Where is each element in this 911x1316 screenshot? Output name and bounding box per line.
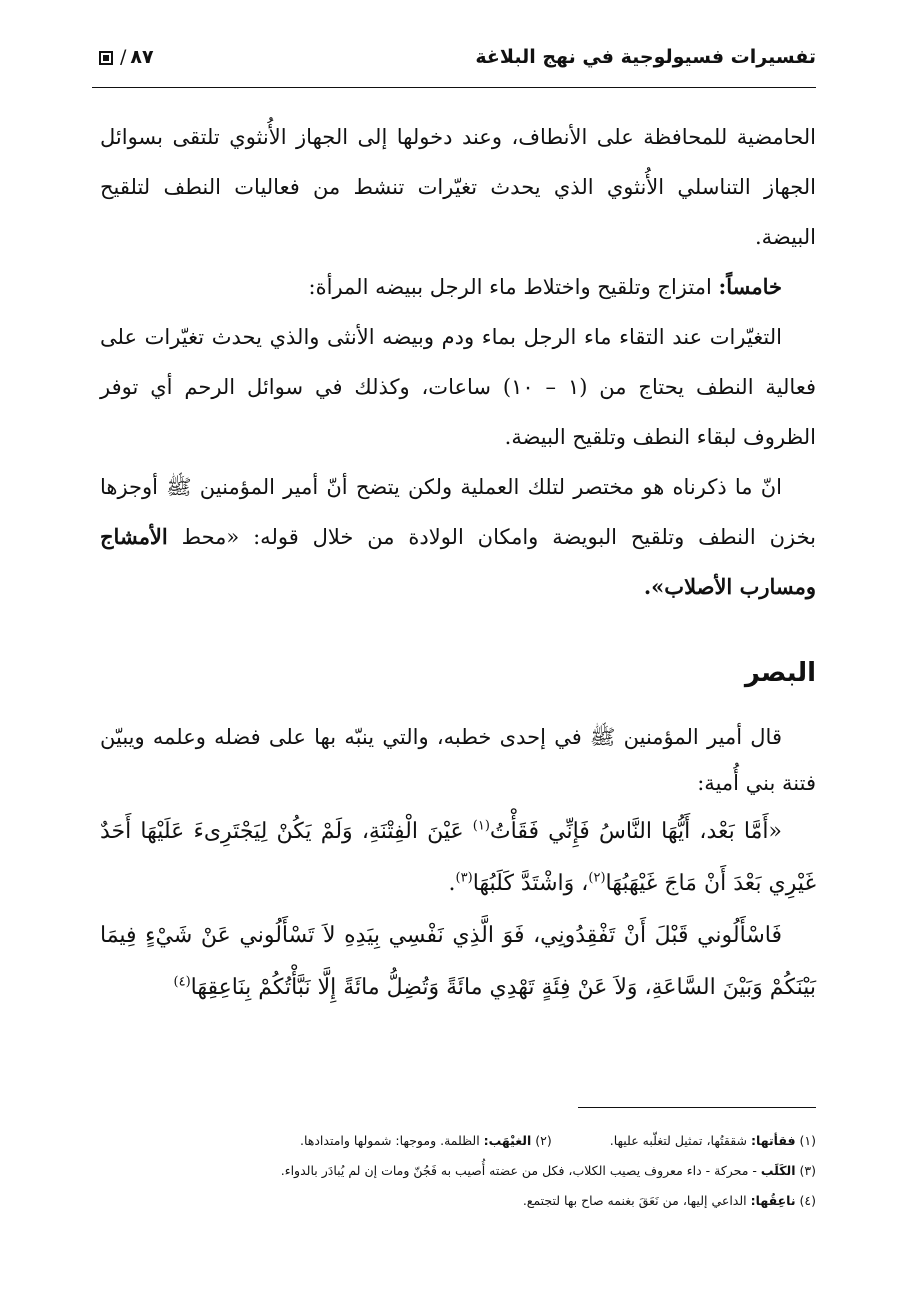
footnote-number: (٣) [799,1163,816,1178]
paragraph-4 [100,462,816,612]
page-number-separator: / [120,46,127,68]
footnote-text: الداعي إليها، من نَعَقَ بغنمه صاح بها لتجتمع. [522,1193,747,1208]
paragraph-4-text: انّ ما ذكرناه هو مختصر لتلك العملية ولكن يتضح أنّ أمير المؤمنين ﷺ أوجزها بخزن النطف وتلقيح البويضة وامكان الولادة من خلال قوله: «محط [100,475,816,549]
footnote-number: (١) [799,1133,816,1148]
section-title: البصر [744,658,816,688]
section-body [100,714,816,1014]
footnote-number: (٢) [535,1133,552,1148]
paragraph-2-text: امتزاج وتلقيح واختلاط ماء الرجل ببيضه المرأة: [308,275,712,299]
footnotes [100,1126,816,1216]
quote-1-part-d: . [448,871,456,896]
footnote-term: ناعِقُها: [750,1193,796,1208]
footnote-term: الغيْهَب: [483,1133,532,1148]
running-title: تفسيرات فسيولوجية في نهج البلاغة [475,46,816,68]
footnote-rule [578,1107,816,1108]
quote-1-part-a: «أَمَّا بَعْد، أَيُّهَا النَّاسُ فَإِنِّي فَقَأْتُ [489,819,782,844]
square-ornament-icon [99,51,113,65]
footnote-ref-1: (١) [472,818,490,834]
footnote-term: فقأتها: [751,1133,796,1148]
footnote-line-1 [100,1126,816,1156]
section-intro: قال أمير المؤمنين ﷺ في إحدى خطبه، والتي ينبّه بها على فضله وعلمه ويبيّن فتنة بني أُمية: [100,725,816,795]
page-header [92,40,816,88]
footnote-line-2 [100,1156,816,1186]
quote-1-part-c: ، وَاشْتَدَّ كَلَبُهَا [472,871,589,896]
footnote-text: الظلمة. وموجها: شمولها وامتدادها. [299,1133,480,1148]
footnote-text: شققتُها، تمثيل لتغلّبه عليها. [609,1133,748,1148]
header-rule [92,87,816,88]
paragraph-4-quote-end: الأمشاج ومسارب الأصلاب». [100,524,816,599]
footnote-ref-3: (٣) [455,870,473,886]
footnote-ref-2: (٢) [588,870,606,886]
quote-1-part-b: عَيْنَ الْفِتْنَةِ، وَلَمْ يَكُنْ لِيَجْتَرِىءَ عَلَيْهَا أَحَدٌ غَيْرِي بَعْدَ أَنْ مَاجَ غَيْهَبُهَا [100,819,816,896]
footnote-text: - محركة - داء معروف يصيب الكلاب، فكل من عضته أُصيب به فَجُنّ ومات إن لم يُبادَر بالدواء. [280,1163,757,1178]
paragraph-2 [100,262,816,312]
paragraph-1: الحامضية للمحافظة على الأنطاف، وعند دخولها إلى الجهاز الأُنثوي تلتقى بسوائل الجهاز التناسلي الأُنثوي الذي يحدث تغيّرات تنشط من فعاليات النطف لتلقيح البيضة. [100,125,816,249]
paragraph-3: التغيّرات عند التقاء ماء الرجل بماء ودم وبيضه الأنثى والذي يحدث تغيّرات على فعالية النطف يحتاج من (١ – ١٠) ساعات، وكذلك في سوائل الرحم أي توفر الظروف لبقاء النطف وتلقيح البيضة. [100,325,816,449]
footnote-ref-4: (٤) [173,974,191,990]
paragraph-2-label: خامساً: [718,274,782,299]
quote-1 [100,806,816,910]
quote-2 [100,910,816,1014]
quote-2-text: فَاسْأَلُوني قَبْلَ أَنْ تَفْقِدُونِي، فَوَ الَّذِي نَفْسِي بِيَدِهِ لاَ تَسْأَلُوني عَنْ شَيْءٍ فِيمَا بَيْنَكُمْ وَبَيْنَ السَّاعَةِ، وَلاَ عَنْ فِئَةٍ تَهْدِي مائَةً وَتُضِلُّ مائَةً إِلَّا نَبَّأْتُكُمْ بِنَاعِقِهَا [100,923,816,1000]
main-text [100,112,816,612]
footnote-term: الكَلَب [760,1163,796,1178]
footnote-line-3 [100,1186,816,1216]
footnote-number: (٤) [799,1193,816,1208]
page-number: ٨٧ [130,46,154,68]
page-number-block [96,46,154,68]
